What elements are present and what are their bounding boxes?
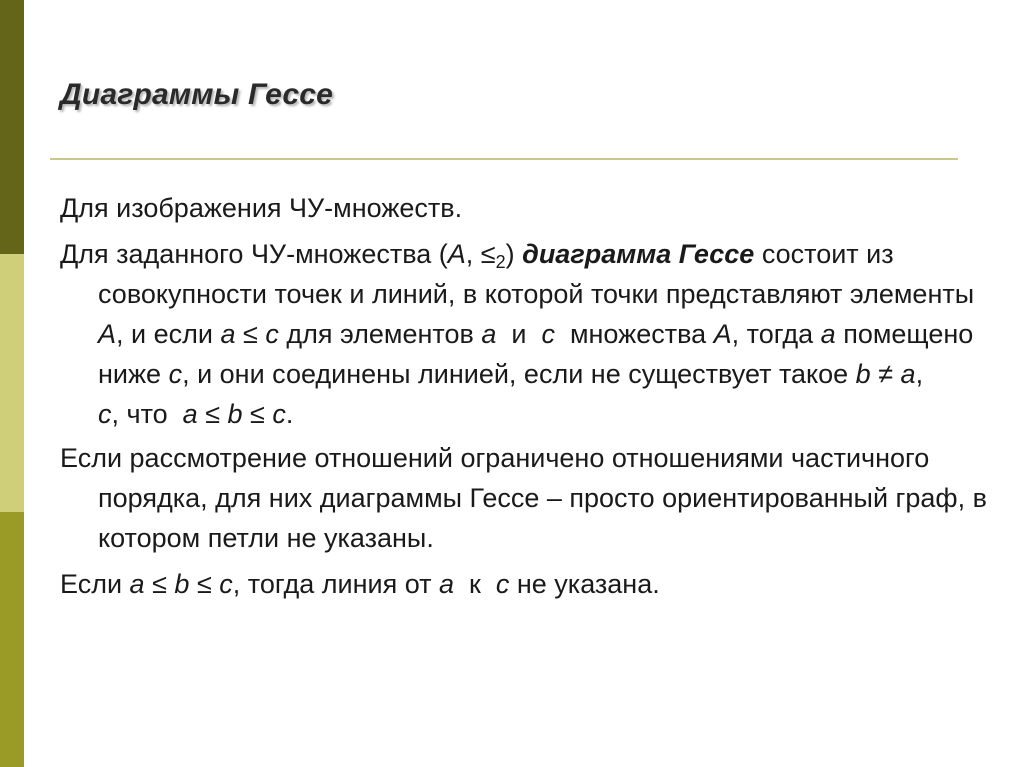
title-underline — [50, 158, 958, 160]
term-hasse-diagram: диаграмма Гессе — [522, 239, 755, 269]
sidebar-stripe-bottom — [0, 512, 24, 767]
sidebar-stripe-middle — [0, 254, 24, 512]
paragraph-partial-order: Если рассмотрение отношений ограничено отношениями частичного порядка, для них диаграммы Гессе – просто ориентированный граф, в котором петли не указаны. — [60, 443, 987, 553]
paragraph-intro: Для изображения ЧУ-множеств. — [60, 193, 463, 223]
paragraph-definition: Для заданного ЧУ-множества (A, $\le_2$) диаграмма Гессе состоит из совокупности точек и линий, в которой точки представляют элементы A, и если a ≤ c для элементов a и c множества A, тогда a помещено ниже c, и они соединены линией, если не существует такое b ≠ a, c, что a ≤ b ≤ c. — [60, 239, 975, 429]
slide-title: Диаграммы Гессе — [60, 78, 334, 111]
slide-body — [60, 188, 990, 610]
sidebar-stripe — [0, 0, 24, 767]
paragraph-transitive-omission: Если a ≤ b ≤ c, тогда линия от a к c не указана. — [60, 569, 660, 599]
sidebar-stripe-top — [0, 0, 24, 254]
